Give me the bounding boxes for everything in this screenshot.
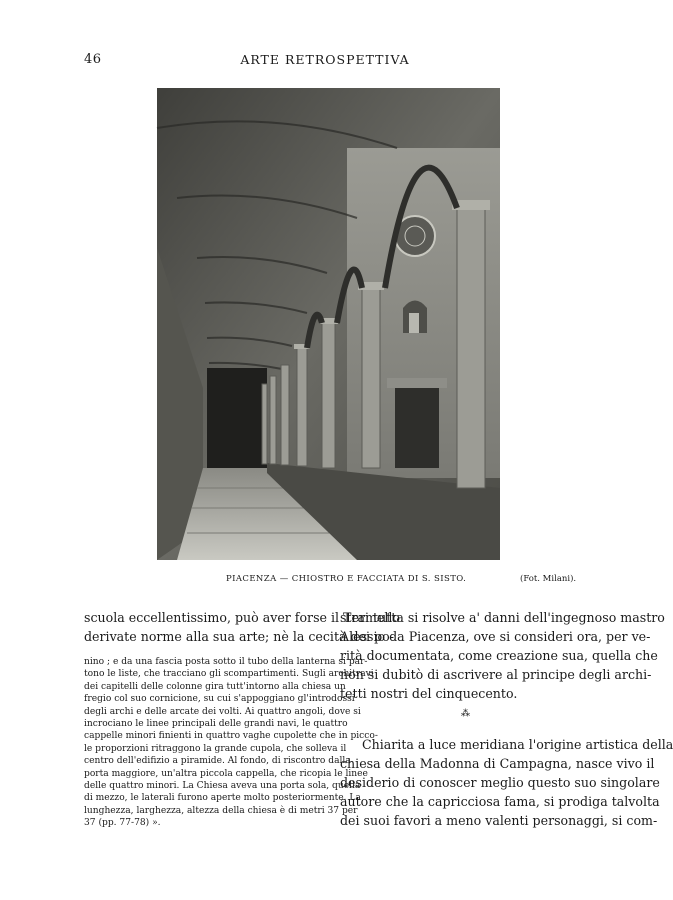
footnote-line: 37 (pp. 77-78) ». bbox=[84, 818, 161, 829]
footnote-line: cappelle minori finienti in quattro vaghe cupolette che in picco- bbox=[84, 731, 378, 742]
body-line: desiderio di conoscer meglio questo suo singolare bbox=[340, 775, 660, 790]
body-line: non si dubitò di ascrivere al principe degli archi- bbox=[340, 667, 652, 682]
cloister-photo bbox=[157, 88, 500, 560]
footnote-line: nino ; e da una fascia posta sotto il tubo della lanterna si par- bbox=[84, 657, 368, 667]
footnote-line: lunghezza, larghezza, altezza della chiesa è di metri 37 per bbox=[84, 805, 358, 816]
footnote-line: delle quattro minori. La Chiesa aveva una porta sola, quella bbox=[84, 780, 361, 791]
footnote-line: dei capitelli delle colonne gira tutt'intorno alla chiesa un bbox=[84, 681, 346, 692]
footnote-line: di mezzo, le laterali furono aperte molto posteriormente. La bbox=[84, 793, 361, 804]
left-column bbox=[84, 608, 401, 829]
footnote bbox=[84, 656, 378, 829]
asterism-mark: ⁂ bbox=[461, 709, 470, 719]
body-line: derivate norme alla sua arte; nè la cecità dei po- bbox=[84, 629, 394, 644]
page-number: 46 bbox=[84, 52, 102, 67]
running-title: ARTE RETROSPETTIVA bbox=[240, 52, 410, 67]
footnote-line: centro dell'edifizio a piramide. Al fondo, di riscontro dalla bbox=[84, 756, 351, 767]
figure-caption bbox=[0, 574, 650, 588]
body-line: steri tutta si risolve a' danni dell'ingegnoso mastro bbox=[340, 610, 665, 625]
page-header bbox=[0, 52, 650, 72]
footnote-line: porta maggiore, un'altra piccola cappella, che ricopia le linee bbox=[84, 768, 368, 779]
footnote-line: tono le liste, che tracciano gli scompartimenti. Sugli architravi bbox=[84, 669, 374, 680]
body-line: autore che la capricciosa fama, si prodiga talvolta bbox=[340, 794, 660, 809]
caption-title: PIACENZA — CHIOSTRO E FACCIATA DI S. SISTO. bbox=[226, 574, 467, 584]
footnote-line: fregio col suo cornicione, su cui s'appoggiano gl'introdossi bbox=[84, 694, 355, 705]
body-line: rità documentata, come creazione sua, quella che bbox=[340, 648, 658, 663]
body-line: dei suoi favori a meno valenti personaggi, si com- bbox=[340, 813, 658, 828]
footnote-line: incrociano le linee principali delle grandi navi, le quattro bbox=[84, 718, 348, 729]
body-line: chiesa della Madonna di Campagna, nasce vivo il bbox=[340, 756, 655, 771]
right-column bbox=[340, 608, 673, 830]
footnote-line: le proporzioni ritraggono la grande cupola, che solleva il bbox=[84, 743, 347, 754]
body-line: tetti nostri del cinquecento. bbox=[340, 686, 518, 701]
body-line: scuola eccellentissimo, può aver forse il Tramello bbox=[84, 610, 401, 625]
body-line: Alessio da Piacenza, ove si consideri ora, per ve- bbox=[340, 629, 651, 644]
body-line: Chiarita a luce meridiana l'origine artistica della bbox=[362, 737, 673, 752]
photo-credit: (Fot. Milani). bbox=[520, 574, 577, 584]
footnote-line: degli archi e delle arcate dei volti. Ai quattro angoli, dove si bbox=[84, 706, 361, 717]
section-separator bbox=[340, 703, 591, 735]
